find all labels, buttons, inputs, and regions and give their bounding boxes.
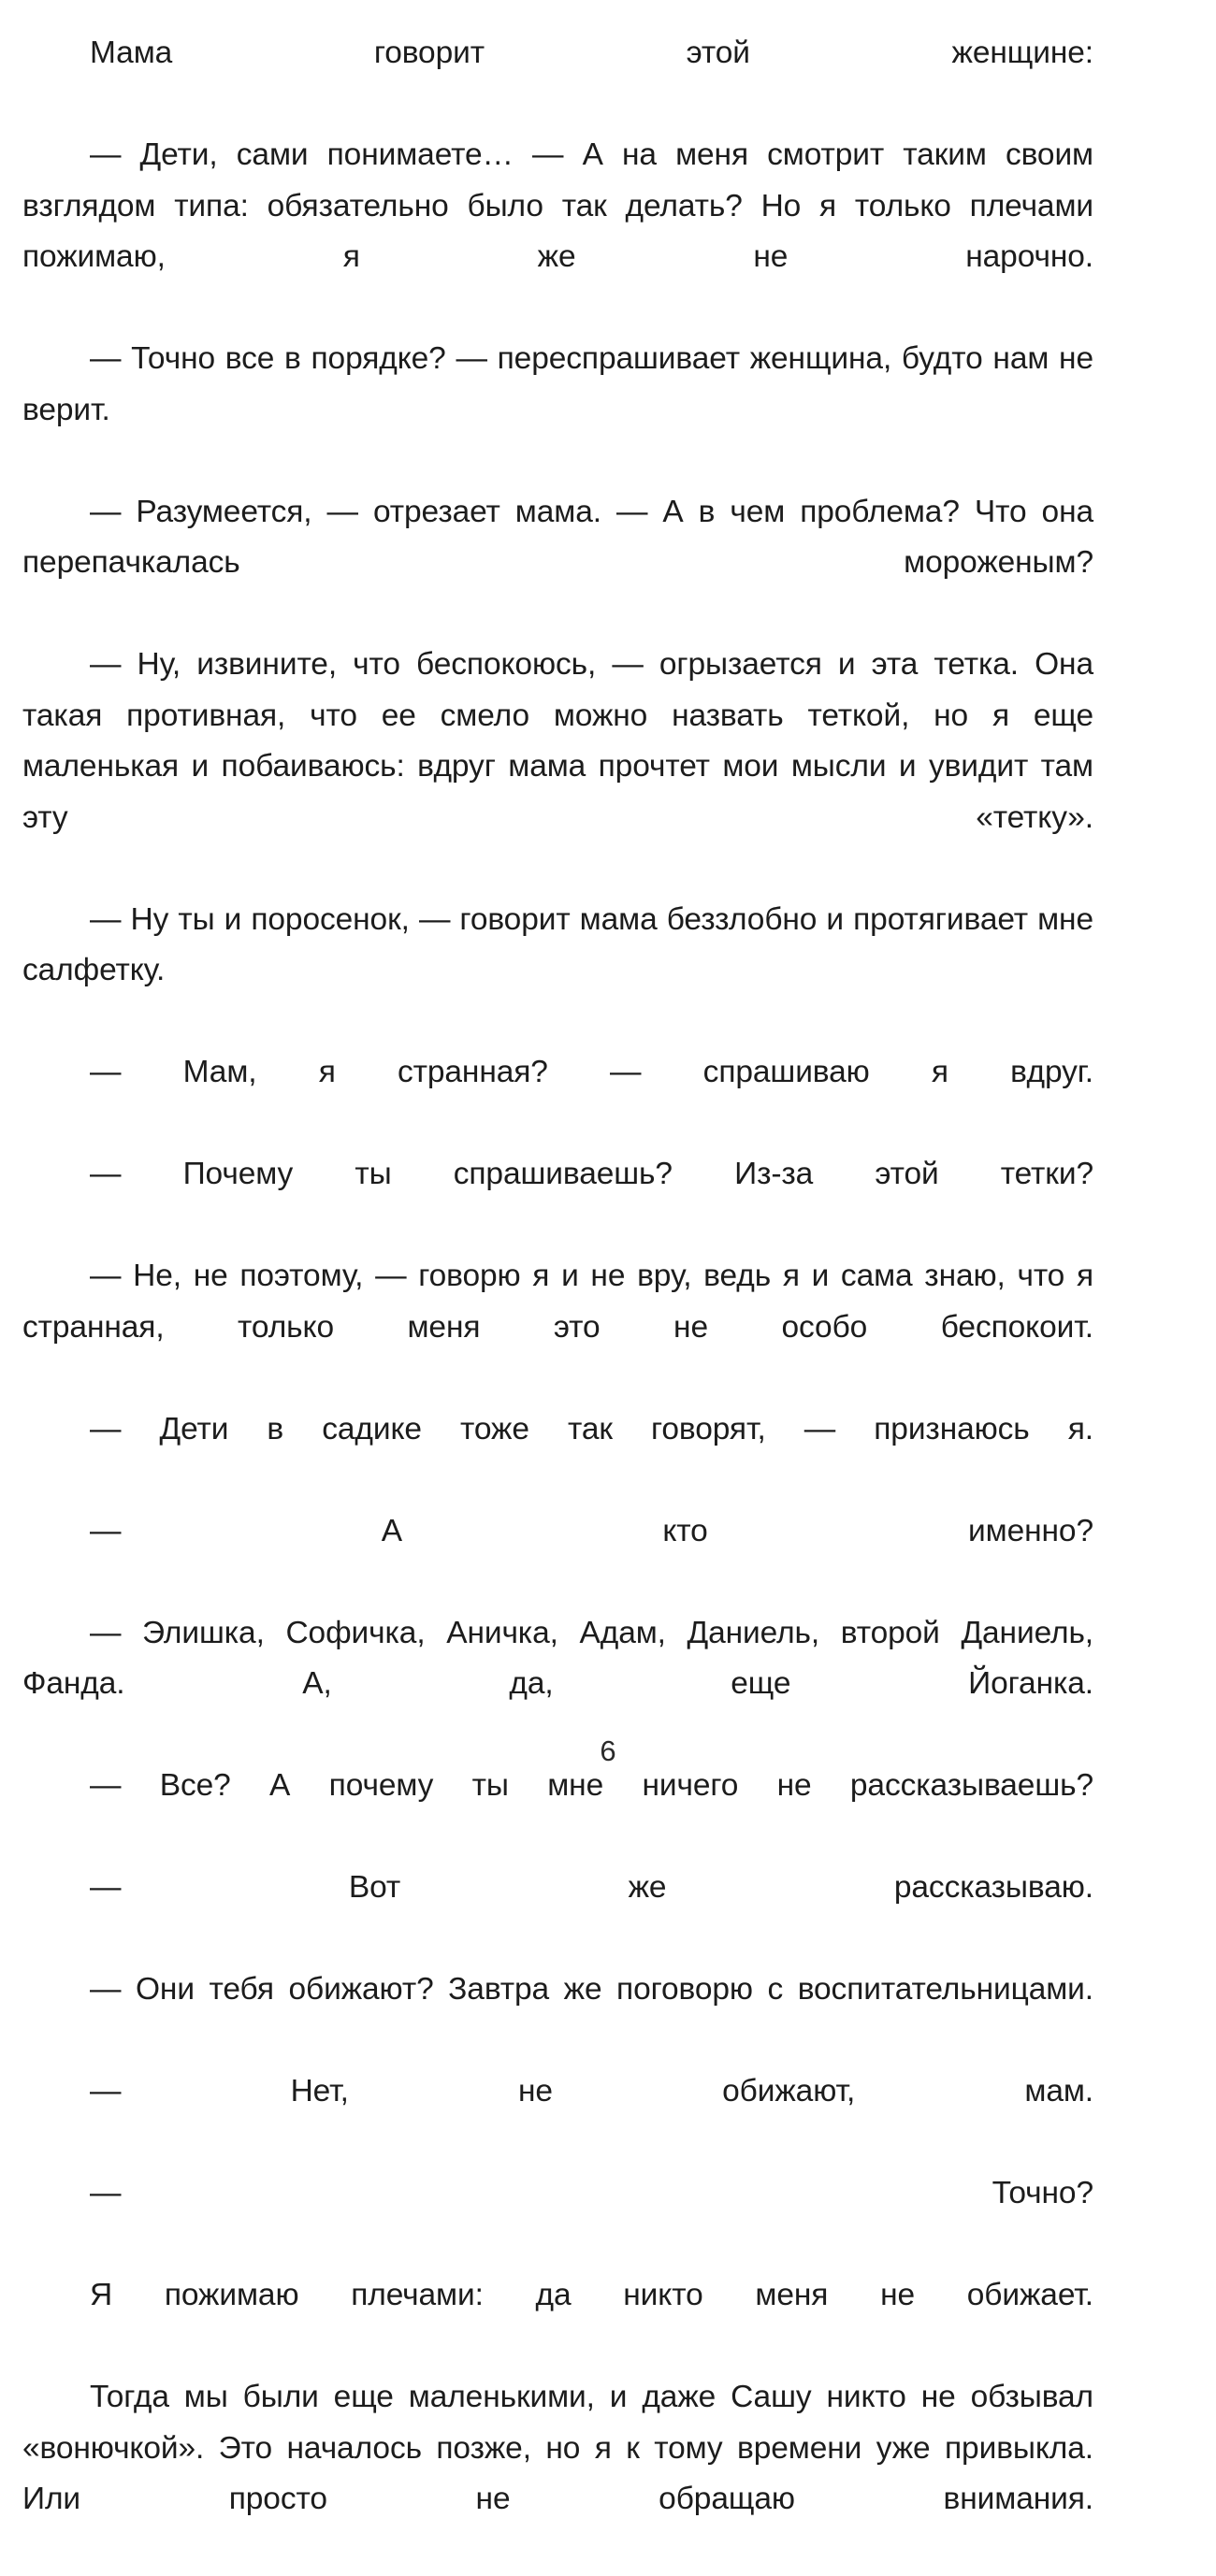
paragraph: — Дети в садике тоже так говорят, — признаюсь я. [90, 1411, 1093, 1446]
paragraph: — Элишка, Софичка, Аничка, Адам, Даниель, второй Даниель, Фанда. А, да, еще Йоганка. [22, 1615, 1093, 1701]
paragraph: — Нет, не обижают, мам. [90, 2074, 1093, 2108]
paragraph: — Ну ты и поросенок, — говорит мама беззлобно и протягивает мне салфетку. [22, 901, 1093, 987]
body-text-block [22, 28, 1093, 2576]
paragraph: — Разумеется, — отрезает мама. — А в чем проблема? Что она перепачкалась мороженым? [22, 494, 1093, 580]
paragraph: Тогда мы были еще маленькими, и даже Сашу никто не обзывал «вонючкой». Это началось позже, но я к тому времени уже привыкла. Или просто не обращаю внимания. [22, 2380, 1093, 2516]
paragraph: — Дети, сами понимаете… — А на меня смотрит таким своим взглядом типа: обязательно было так делать? Но я только плечами пожимаю, я же не нарочно. [22, 137, 1093, 274]
paragraph: — А кто именно? [90, 1513, 1093, 1548]
paragraph: — Они тебя обижают? Завтра же поговорю с воспитательницами. [90, 1972, 1093, 2007]
paragraph: — Мам, я странная? — спрашиваю я вдруг. [90, 1055, 1093, 1089]
paragraph: — Ну, извините, что беспокоюсь, — огрызается и эта тетка. Она такая противная, что ее смело можно назвать теткой, но я еще маленькая и побаиваюсь: вдруг мама прочтет мои мысли и увидит там эту «тетку». [22, 647, 1093, 835]
page-number: 6 [600, 1734, 616, 1767]
paragraph: Мама говорит этой женщине: [90, 36, 1093, 70]
paragraph: — Почему ты спрашиваешь? Из-за этой тетки? [90, 1157, 1093, 1191]
paragraph: — Вот же рассказываю. [90, 1870, 1093, 1905]
paragraph: — Точно все в порядке? — переспрашивает женщина, будто нам не верит. [22, 341, 1093, 427]
paragraph: — Точно? [90, 2176, 1093, 2210]
paragraph: Я пожимаю плечами: да никто меня не обижает. [90, 2278, 1093, 2312]
paragraph: — Не, не поэтому, — говорю я и не вру, ведь я и сама знаю, что я странная, только меня это не особо беспокоит. [22, 1259, 1093, 1345]
paragraph: — Все? А почему ты мне ничего не рассказываешь? [90, 1768, 1093, 1803]
